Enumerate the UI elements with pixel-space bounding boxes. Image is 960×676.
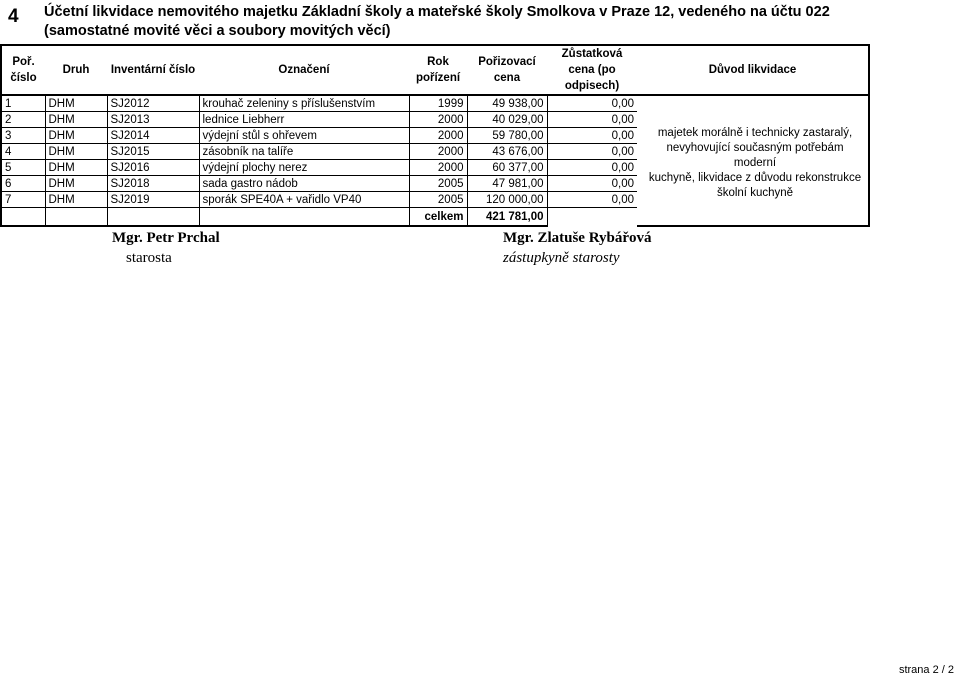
row-por: 2 xyxy=(1,112,45,128)
header-duvod: Důvod likvidace xyxy=(637,45,869,95)
row-rok: 2000 xyxy=(409,144,467,160)
row-cena: 60 377,00 xyxy=(467,160,547,176)
total-value: 421 781,00 xyxy=(467,208,547,227)
row-por: 1 xyxy=(1,95,45,112)
row-cena: 40 029,00 xyxy=(467,112,547,128)
signature-name: Mgr. Zlatuše Rybářová xyxy=(503,230,652,246)
row-inv: SJ2013 xyxy=(107,112,199,128)
row-por: 3 xyxy=(1,128,45,144)
total-label: celkem xyxy=(409,208,467,227)
row-oznaceni: krouhač zeleniny s příslušenstvím xyxy=(199,95,409,112)
row-por: 5 xyxy=(1,160,45,176)
row-por: 6 xyxy=(1,176,45,192)
row-rok: 1999 xyxy=(409,95,467,112)
row-druh: DHM xyxy=(45,176,107,192)
row-druh: DHM xyxy=(45,128,107,144)
reason-line: školní kuchyně xyxy=(716,187,794,199)
row-zust: 0,00 xyxy=(547,160,637,176)
table-header-row xyxy=(1,45,869,95)
reason-line: majetek morálně i technicky zastaralý, xyxy=(657,127,853,139)
header-por: Poř. číslo xyxy=(1,45,45,95)
row-oznaceni: lednice Liebherr xyxy=(199,112,409,128)
row-druh: DHM xyxy=(45,144,107,160)
row-duvod xyxy=(637,95,869,112)
row-inv: SJ2016 xyxy=(107,160,199,176)
row-rok: 2005 xyxy=(409,192,467,208)
row-inv: SJ2012 xyxy=(107,95,199,112)
row-druh: DHM xyxy=(45,112,107,128)
row-por: 4 xyxy=(1,144,45,160)
row-por: 7 xyxy=(1,192,45,208)
header-druh: Druh xyxy=(45,45,107,95)
row-druh: DHM xyxy=(45,192,107,208)
document-title: Účetní likvidace nemovitého majetku Základní školy a mateřské školy Smolkova v Praze 12, vedeného na účtu 022 (samostatné movité věci a soubory movitých věcí) xyxy=(44,4,830,39)
row-oznaceni: zásobník na talíře xyxy=(199,144,409,160)
row-rok: 2000 xyxy=(409,112,467,128)
row-cena: 47 981,00 xyxy=(467,176,547,192)
row-oznaceni: sporák SPE40A + vařidlo VP40 xyxy=(199,192,409,208)
header-inv: Inventární číslo xyxy=(107,45,199,95)
row-zust: 0,00 xyxy=(547,176,637,192)
signature-role: zástupkyně starosty xyxy=(503,250,620,266)
row-zust: 0,00 xyxy=(547,144,637,160)
row-inv: SJ2014 xyxy=(107,128,199,144)
row-zust: 0,00 xyxy=(547,112,637,128)
section-number: 4 xyxy=(8,6,19,27)
row-zust: 0,00 xyxy=(547,128,637,144)
page-number: strana 2 / 2 xyxy=(898,664,954,676)
row-zust: 0,00 xyxy=(547,192,637,208)
row-rok: 2005 xyxy=(409,176,467,192)
row-druh: DHM xyxy=(45,160,107,176)
row-inv: SJ2019 xyxy=(107,192,199,208)
header-rok: Rok pořízení xyxy=(409,45,467,95)
header-zustatkova: Zůstatková cena (po odpisech) xyxy=(547,45,637,95)
signature-block-mayor xyxy=(112,228,220,268)
total-row xyxy=(1,208,869,227)
header-oznaceni: Označení xyxy=(199,45,409,95)
reason-line: kuchyně, likvidace z důvodu rekonstrukce xyxy=(648,172,862,184)
signature-name: Mgr. Petr Prchal xyxy=(112,230,220,246)
row-cena: 43 676,00 xyxy=(467,144,547,160)
row-rok: 2000 xyxy=(409,128,467,144)
row-oznaceni: výdejní plochy nerez xyxy=(199,160,409,176)
row-cena: 120 000,00 xyxy=(467,192,547,208)
row-cena: 59 780,00 xyxy=(467,128,547,144)
row-cena: 49 938,00 xyxy=(467,95,547,112)
row-oznaceni: výdejní stůl s ohřevem xyxy=(199,128,409,144)
row-oznaceni: sada gastro nádob xyxy=(199,176,409,192)
reason-line: nevyhovující současným potřebám moderní xyxy=(666,142,844,169)
row-rok: 2000 xyxy=(409,160,467,176)
liquidation-reason xyxy=(644,126,866,201)
table-row xyxy=(1,95,869,112)
row-inv: SJ2018 xyxy=(107,176,199,192)
header-porizovaci: Pořizovací cena xyxy=(467,45,547,95)
row-zust: 0,00 xyxy=(547,95,637,112)
row-druh: DHM xyxy=(45,95,107,112)
signature-role: starosta xyxy=(126,250,172,266)
row-inv: SJ2015 xyxy=(107,144,199,160)
signature-block-deputy xyxy=(503,228,652,268)
